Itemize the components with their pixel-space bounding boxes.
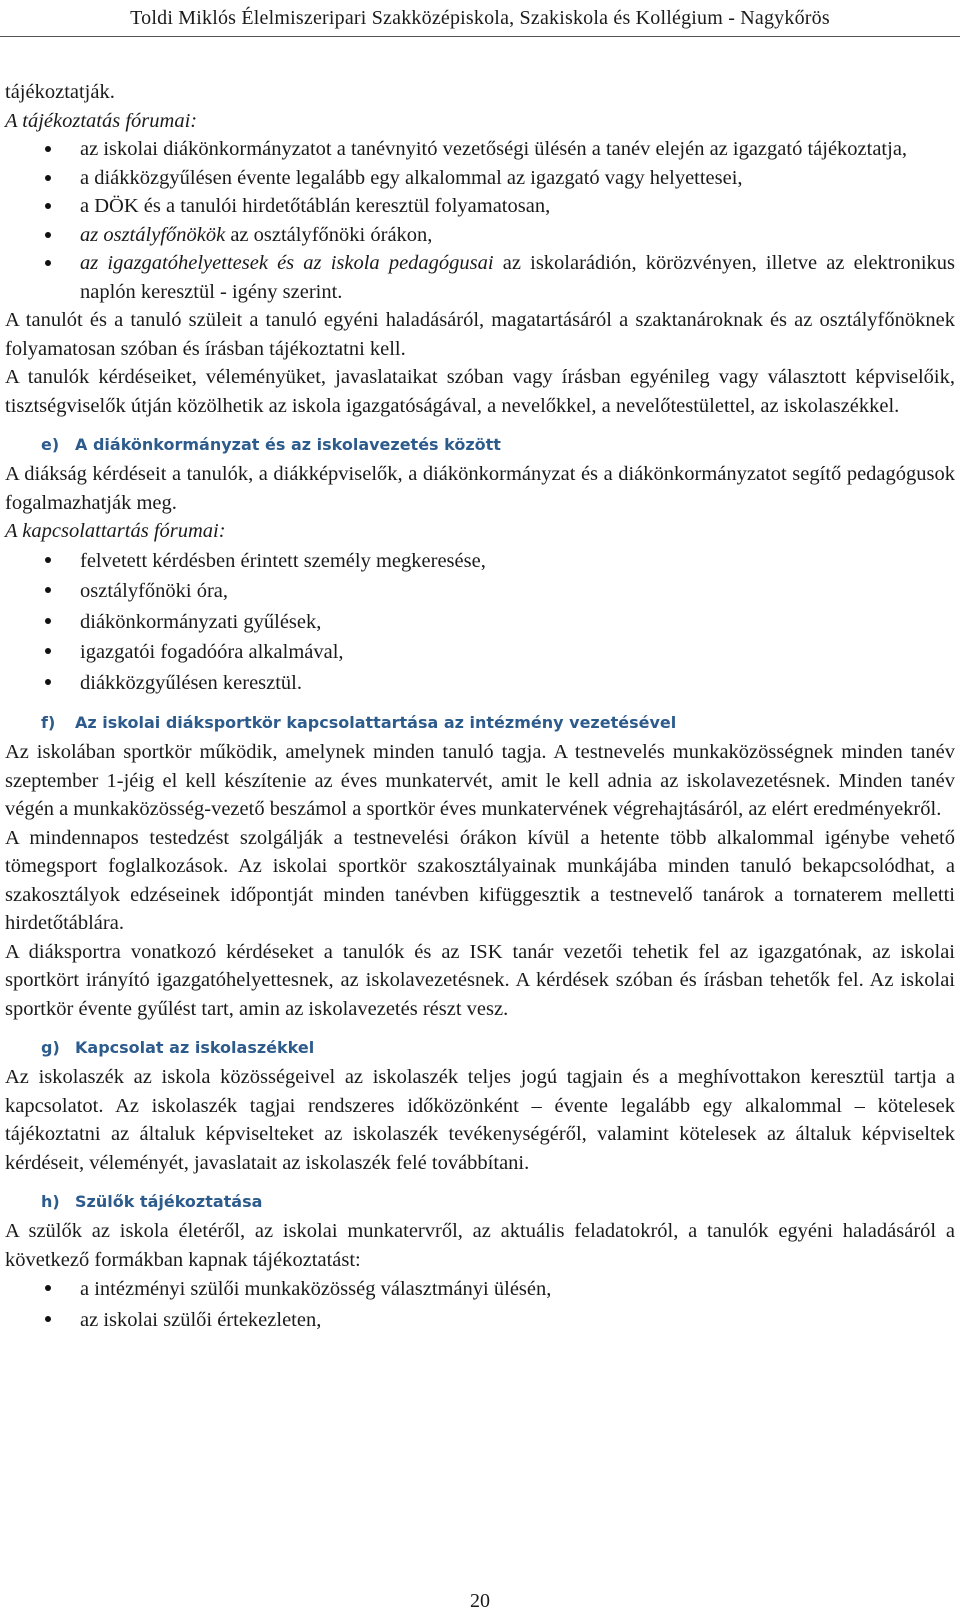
forums-title: A tájékoztatás fórumai: — [5, 109, 198, 132]
contact-forum-list — [5, 546, 955, 699]
list-item: igazgatói fogadóóra alkalmával, — [5, 637, 955, 668]
page-number: 20 — [470, 1590, 490, 1612]
paragraph: A tanulók kérdéseiket, véleményüket, javaslataikat szóban vagy írásban egyénileg vagy választott képviselőik, tisztségviselők útján közölhetik az iskola igazgatóságával, a nevelőkkel, a nevelőtestülettel, az iskolaszékkel. — [5, 366, 955, 417]
list-item: az iskolai szülői értekezleten, — [5, 1305, 955, 1336]
parent-info-list — [5, 1274, 955, 1335]
list-item: az iskolai diákönkormányzatot a tanévnyitó vezetőségi ülésén a tanév elején az igazgató tájékoztatja, — [5, 135, 955, 164]
section-heading-e: e) A diákönkormányzat és az iskolavezetés között — [41, 435, 501, 454]
list-item: az igazgatóhelyettesek és az iskola pedagógusai az iskolarádión, körözvényen, illetve az elektronikus naplón keresztül - igény szerint. — [5, 249, 955, 306]
section-heading-h: h) Szülők tájékoztatása — [41, 1192, 263, 1211]
list-item: diákönkormányzati gyűlések, — [5, 607, 955, 638]
lead-text: tájékoztatják. — [5, 81, 115, 103]
paragraph: A mindennapos testedzést szolgálják a testnevelési órákon kívül a hetente több alkalommal igénybe vehető tömegsport foglalkozások. Az iskolai sportkör szakosztályainak munkájába minden tanuló bekapcsolódhat, a szakosztályok edzéseinek időpontját minden tanévben kifüggesztik a testnevelő tanárok a tornaterem melletti hirdetőtáblára. — [5, 826, 955, 934]
paragraph: A szülők az iskola életéről, az iskolai munkatervről, az aktuális feladatokról, a tanulók egyéni haladásáról a következő formákban kapnak tájékoztatást: — [5, 1220, 955, 1271]
paragraph: A diákság kérdéseit a tanulók, a diákképviselők, a diákönkormányzat és a diákönkormányzatot segítő pedagógusok fogalmazhatják meg. — [5, 463, 955, 514]
list-item: az osztályfőnökök az osztályfőnöki órákon, — [5, 221, 955, 250]
list-item: a DÖK és a tanulói hirdetőtáblán keresztül folyamatosan, — [5, 192, 955, 221]
section-heading-f: f) Az iskolai diáksportkör kapcsolattartása az intézmény vezetésével — [41, 713, 677, 732]
section-heading-g: g) Kapcsolat az iskolaszékkel — [41, 1038, 315, 1057]
paragraph: Az iskolaszék az iskola közösségeivel az iskolaszék teljes jogú tagjain és a meghívottakon keresztül tartja a kapcsolatot. Az iskolaszék tagjai rendszeres időközönként – évente legalább egy alkalommal – kötelesek tájékoztatni az általuk képviselteket az iskolaszék tevékenységéről, valamint kötelesek az általuk képviseltek kérdéseit, véleményét, javaslatait az iskolaszék felé továbbítani. — [5, 1066, 955, 1174]
list-item: felvetett kérdésben érintett személy megkeresése, — [5, 546, 955, 577]
list-item: a diákközgyűlésen évente legalább egy alkalommal az igazgató vagy helyettesei, — [5, 164, 955, 193]
list-item: diákközgyűlésen keresztül. — [5, 668, 955, 699]
paragraph: Az iskolában sportkör működik, amelynek minden tanuló tagja. A testnevelés munkaközösségnek minden tanév szeptember 1-jéig el kell készítenie az éves munkatervét, amit le kell adnia az iskolavezetésnek. Minden tanév végén a munkaközösség-vezető beszámol a sportkör éves munkatervének végrehajtásáról, az elért eredményekről. — [5, 741, 955, 820]
page-body — [5, 78, 955, 1335]
forums-title: A kapcsolattartás fórumai: — [5, 520, 226, 542]
list-item: a intézményi szülői munkaközösség választmányi ülésén, — [5, 1274, 955, 1305]
running-header: Toldi Miklós Élelmiszeripari Szakközépiskola, Szakiskola és Kollégium - Nagykőrös — [0, 0, 960, 37]
paragraph: A tanulót és a tanuló szüleit a tanuló egyéni haladásáról, magatartásáról a szaktanároknak és az osztályfőnöknek folyamatosan szóban és írásban tájékoztatni kell. — [5, 309, 955, 360]
list-item: osztályfőnöki óra, — [5, 576, 955, 607]
paragraph: A diáksportra vonatkozó kérdéseket a tanulók és az ISK tanár vezetői tehetik fel az igazgatónak, az iskolai sportkört irányító igazgatóhelyettesnek, az iskolavezetésnek. A kérdések szóban és írásban tehetők fel. Az iskolai sportkör évente gyűlést tart, amin az iskolavezetés részt vesz. — [5, 940, 955, 1020]
intro-forum-list — [5, 135, 955, 306]
